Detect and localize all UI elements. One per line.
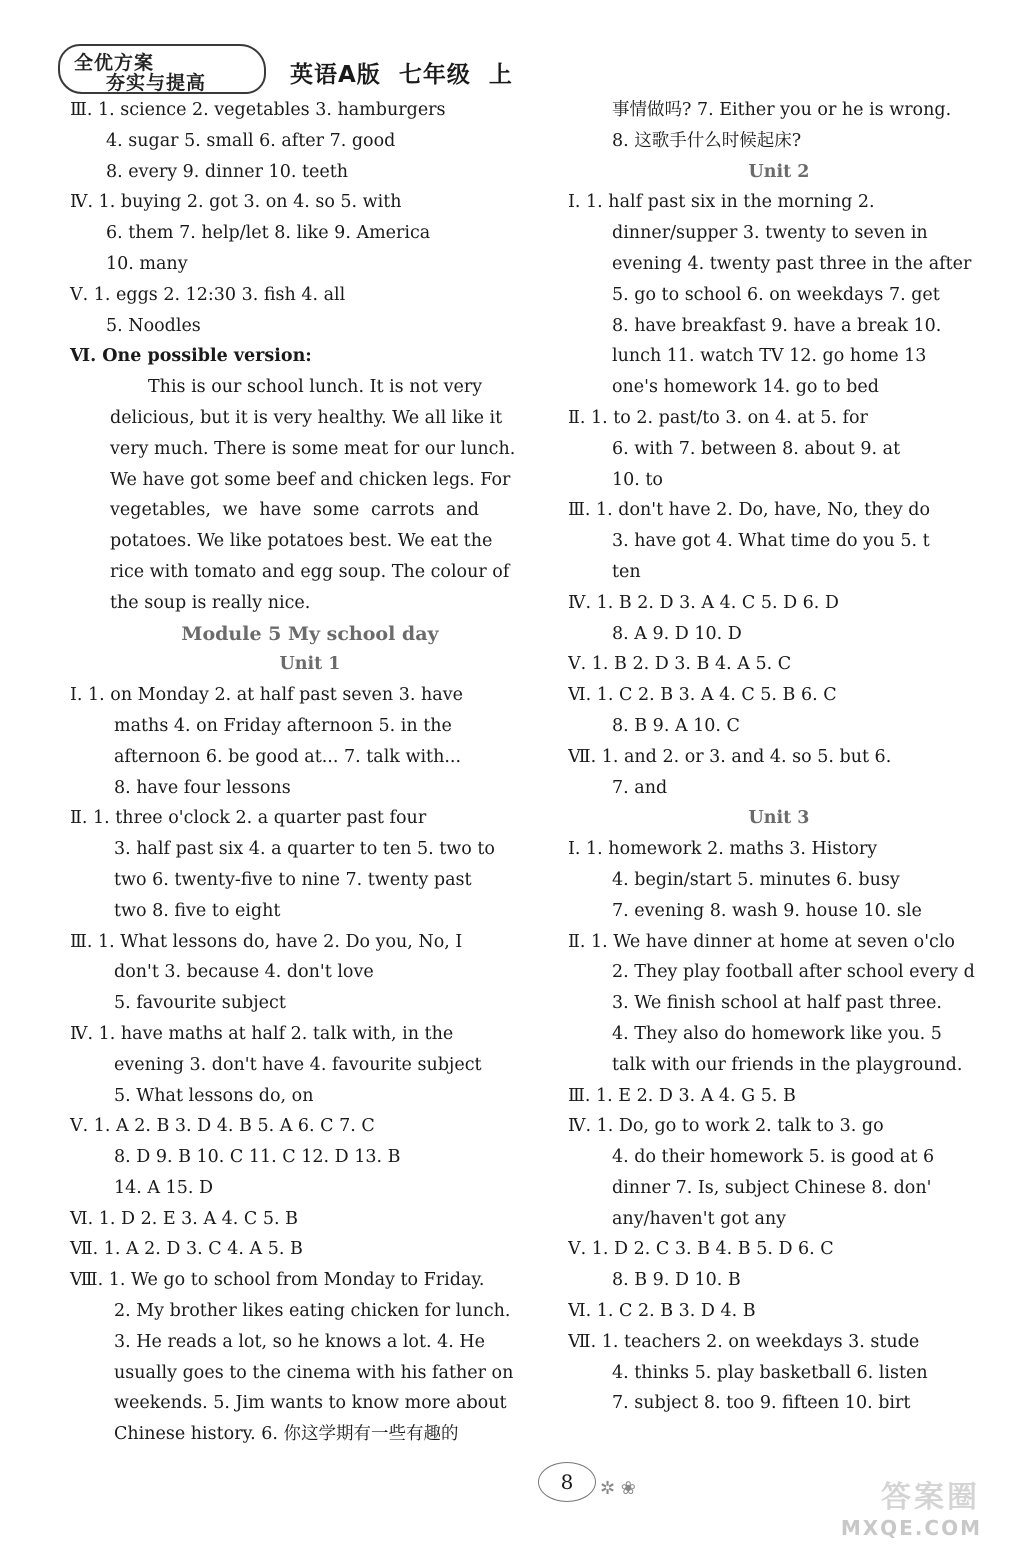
answer-line: 8. every 9. dinner 10. teeth <box>106 161 349 182</box>
answer-line: Ⅲ. 1. science 2. vegetables 3. hamburgers <box>70 100 446 120</box>
answer-line: Ⅰ. 1. on Monday 2. at half past seven 3. have <box>70 685 463 706</box>
answer-line: Ⅲ. 1. What lessons do, have 2. Do you, No, I <box>70 931 463 952</box>
module-heading: Module 5 My school day <box>181 622 439 645</box>
answer-line: Ⅵ. 1. D 2. E 3. A 4. C 5. B <box>70 1208 298 1229</box>
answer-line: 3. half past six 4. a quarter to ten 5. two to <box>114 839 495 860</box>
answer-line: 4. sugar 5. small 6. after 7. good <box>106 130 396 151</box>
answer-line: 8. B 9. D 10. B <box>612 1270 741 1291</box>
answer-line: 5. Noodles <box>106 315 201 336</box>
watermark <box>836 1480 1006 1546</box>
essay-line: very much. There is some meat for our lunch. <box>110 438 516 459</box>
answer-line: 3. We finish school at half past three. <box>612 993 942 1014</box>
answer-line: 7. evening 8. wash 9. house 10. sle <box>612 900 922 921</box>
answer-line: 6. with 7. between 8. about 9. at <box>612 438 901 459</box>
answer-line: 8. 这歌手什么时候起床? <box>612 130 802 151</box>
answer-line: weekends. 5. Jim wants to know more about <box>114 1393 507 1414</box>
answer-line: two 6. twenty-five to nine 7. twenty past <box>114 869 472 890</box>
essay-line: delicious, but it is very healthy. We all like it <box>110 407 503 428</box>
answer-line: Ⅶ. 1. A 2. D 3. C 4. A 5. B <box>70 1239 303 1260</box>
essay-line: the soup is really nice. <box>110 592 311 613</box>
answer-line: 2. They play football after school every d <box>612 962 975 983</box>
answer-line: 6. them 7. help/let 8. like 9. America <box>106 223 431 244</box>
answer-line: Chinese history. 6. 你这学期有一些有趣的 <box>114 1424 459 1445</box>
answer-line: 7. subject 8. too 9. fifteen 10. birt <box>612 1393 911 1414</box>
page-number: 8 <box>538 1462 596 1502</box>
answer-line: Ⅵ. 1. C 2. B 3. A 4. C 5. B 6. C <box>568 685 837 706</box>
answer-line: 4. They also do homework like you. 5 <box>612 1023 942 1044</box>
answer-line: Ⅷ. 1. We go to school from Monday to Friday. <box>70 1270 485 1291</box>
answer-line: Ⅰ. 1. homework 2. maths 3. History <box>568 839 878 860</box>
essay-line: This is our school lunch. It is not very <box>148 377 483 398</box>
essay-line: We have got some beef and chicken legs. For <box>110 469 511 490</box>
answer-line: evening 4. twenty past three in the after <box>612 253 972 274</box>
answer-line: dinner/supper 3. twenty to seven in <box>612 223 928 244</box>
answer-line: Ⅴ. 1. A 2. B 3. D 4. B 5. A 6. C 7. C <box>70 1116 375 1137</box>
answer-line: Ⅳ. 1. have maths at half 2. talk with, in the <box>70 1023 454 1044</box>
answer-line: Ⅱ. 1. three o'clock 2. a quarter past four <box>70 808 427 829</box>
book-title: 英语A版 七年级 上 <box>290 62 513 88</box>
answer-line: 4. begin/start 5. minutes 6. busy <box>612 869 900 890</box>
essay-line: rice with tomato and egg soup. The colour of <box>110 561 510 582</box>
logo-text-top: 全优方案 <box>74 52 155 74</box>
answer-line: Ⅲ. 1. E 2. D 3. A 4. G 5. B <box>568 1085 796 1106</box>
answer-line: 7. and <box>612 777 668 798</box>
answer-line: Ⅱ. 1. to 2. past/to 3. on 4. at 5. for <box>568 407 868 428</box>
answer-line: Ⅵ. 1. C 2. B 3. D 4. B <box>568 1301 756 1322</box>
answer-line: 8. A 9. D 10. D <box>612 623 742 644</box>
answer-line: talk with our friends in the playground. <box>612 1054 963 1075</box>
answer-line: 5. What lessons do, on <box>114 1085 314 1106</box>
answer-line: Ⅴ. 1. D 2. C 3. B 4. B 5. D 6. C <box>568 1239 834 1260</box>
answer-line: Ⅴ. 1. eggs 2. 12:30 3. fish 4. all <box>70 284 346 305</box>
answer-line: one's homework 14. go to bed <box>612 377 879 398</box>
left-answer-column <box>70 95 550 1450</box>
answer-line: dinner 7. Is, subject Chinese 8. don' <box>612 1177 932 1198</box>
answer-line: evening 3. don't have 4. favourite subject <box>114 1054 482 1075</box>
unit-heading: Unit 2 <box>748 161 810 182</box>
flourish-icon: ✲ ❀ <box>600 1478 636 1499</box>
answer-line: maths 4. on Friday afternoon 5. in the <box>114 715 452 736</box>
answer-line: 5. go to school 6. on weekdays 7. get <box>612 284 940 305</box>
brand-logo <box>58 44 266 94</box>
answer-line: Ⅶ. 1. and 2. or 3. and 4. so 5. but 6. <box>568 746 892 767</box>
version-label: Ⅵ. One possible version: <box>70 346 312 367</box>
answer-line: Ⅳ. 1. B 2. D 3. A 4. C 5. D 6. D <box>568 592 839 613</box>
logo-text-bottom: 夯实与提高 <box>106 72 207 94</box>
watermark-url: MXQE.COM <box>840 1516 982 1540</box>
answer-line: 3. He reads a lot, so he knows a lot. 4. He <box>114 1331 485 1352</box>
answer-line: Ⅶ. 1. teachers 2. on weekdays 3. stude <box>568 1331 920 1352</box>
answer-line: Ⅳ. 1. Do, go to work 2. talk to 3. go <box>568 1116 884 1137</box>
right-answer-column <box>568 95 990 1419</box>
answer-line: lunch 11. watch TV 12. go home 13 <box>612 346 927 367</box>
answer-line: any/haven't got any <box>612 1208 787 1229</box>
answer-line: afternoon 6. be good at... 7. talk with... <box>114 746 462 767</box>
answer-line: Ⅲ. 1. don't have 2. Do, have, No, they do <box>568 500 931 521</box>
essay-line: vegetables, we have some carrots and <box>110 500 479 521</box>
answer-line: 14. A 15. D <box>114 1177 214 1198</box>
answer-line: Ⅴ. 1. B 2. D 3. B 4. A 5. C <box>568 654 792 675</box>
essay-line: potatoes. We like potatoes best. We eat the <box>110 531 493 552</box>
answer-line: 10. to <box>612 469 663 490</box>
answer-line: 4. thinks 5. play basketball 6. listen <box>612 1362 928 1383</box>
answer-line: 10. many <box>106 253 188 274</box>
answer-line: ten <box>612 561 641 582</box>
answer-line: 事情做吗? 7. Either you or he is wrong. <box>612 100 952 120</box>
answer-line: 8. D 9. B 10. C 11. C 12. D 13. B <box>114 1147 401 1168</box>
answer-line: 5. favourite subject <box>114 993 286 1014</box>
answer-line: two 8. five to eight <box>114 900 281 921</box>
answer-line: 4. do their homework 5. is good at 6 <box>612 1147 935 1168</box>
answer-line: Ⅰ. 1. half past six in the morning 2. <box>568 192 875 213</box>
answer-line: Ⅱ. 1. We have dinner at home at seven o'clo <box>568 931 955 952</box>
answer-line: don't 3. because 4. don't love <box>114 962 374 983</box>
answer-line: 8. have four lessons <box>114 777 291 798</box>
answer-line: 2. My brother likes eating chicken for lunch. <box>114 1301 511 1322</box>
answer-line: 8. have breakfast 9. have a break 10. <box>612 315 942 336</box>
answer-line: 3. have got 4. What time do you 5. t <box>612 531 930 552</box>
unit-heading: Unit 1 <box>279 654 341 675</box>
answer-line: 8. B 9. A 10. C <box>612 715 740 736</box>
answer-line: usually goes to the cinema with his father on <box>114 1362 514 1383</box>
unit-heading: Unit 3 <box>748 808 810 829</box>
watermark-logo: 答案圈 <box>881 1480 980 1515</box>
answer-line: Ⅳ. 1. buying 2. got 3. on 4. so 5. with <box>70 192 402 213</box>
